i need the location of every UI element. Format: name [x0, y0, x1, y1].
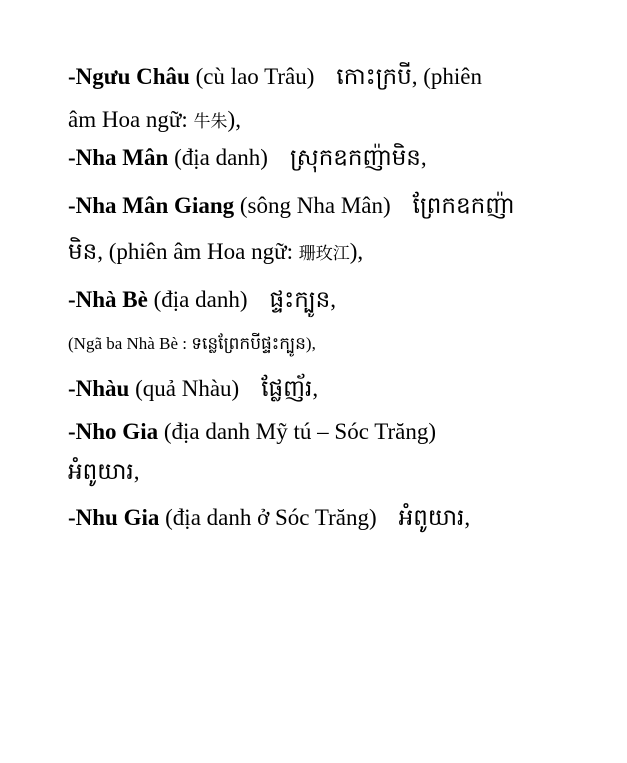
entry-continuation: មិន, (phiên âm Hoa ngữ: [68, 239, 299, 264]
entry-chinese-text: 牛朱 [193, 112, 228, 131]
entry-nha-man [68, 144, 427, 172]
entry-nhau [68, 375, 318, 403]
entry-nha-man-giang [68, 192, 514, 220]
entry-term: -Nhu Gia [68, 505, 160, 530]
entry-khmer: កោះក្របី, (phiên [336, 64, 483, 89]
entry-continuation-end: ), [227, 107, 241, 132]
entry-description: (sông Nha Mân) [234, 193, 391, 218]
entry-ngu-chau [68, 63, 482, 91]
entry-nha-man-giang-continuation [68, 238, 363, 268]
entry-nha-be [68, 286, 336, 314]
entry-description: (địa danh) [168, 145, 268, 170]
entry-nho-gia [68, 418, 436, 446]
entry-khmer: អំពូយារ, [398, 505, 471, 530]
entry-ngu-chau-continuation [68, 106, 241, 136]
entry-term: -Nha Mân Giang [68, 193, 235, 218]
entry-khmer: ស្រុកឧកញ៉ាមិន, [289, 145, 427, 170]
entry-description: (quả Nhàu) [129, 376, 240, 401]
entry-term: -Ngưu Châu [68, 64, 190, 89]
entry-nho-gia-continuation: អំពូយារ, [68, 459, 140, 484]
entry-continuation: âm Hoa ngữ: [68, 107, 194, 132]
entry-khmer: ផ្លែញ័រ, [261, 376, 319, 401]
entry-description: (địa danh) [147, 287, 248, 312]
entry-term: -Nhàu [68, 376, 130, 401]
entry-khmer: ផ្ទះក្បូន, [269, 287, 337, 312]
entry-chinese-text: 珊玫江 [298, 244, 350, 263]
entry-description: (địa danh ở Sóc Trăng) [159, 505, 377, 530]
entry-nha-be-note: (Ngã ba Nhà Bè : ទន្លេព្រែកបីផ្ទះក្បូន), [68, 334, 316, 353]
entry-continuation-end: ), [349, 239, 364, 264]
entry-term: -Nhà Bè [68, 287, 148, 312]
entry-khmer: ព្រែកឧកញ៉ា [412, 193, 515, 218]
entry-term: -Nho Gia [68, 419, 159, 444]
entry-description: (cù lao Trâu) [189, 64, 315, 89]
entry-nhu-gia [68, 504, 470, 532]
entry-term: -Nha Mân [68, 145, 169, 170]
entry-description: (địa danh Mỹ tú – Sóc Trăng) [158, 419, 437, 444]
